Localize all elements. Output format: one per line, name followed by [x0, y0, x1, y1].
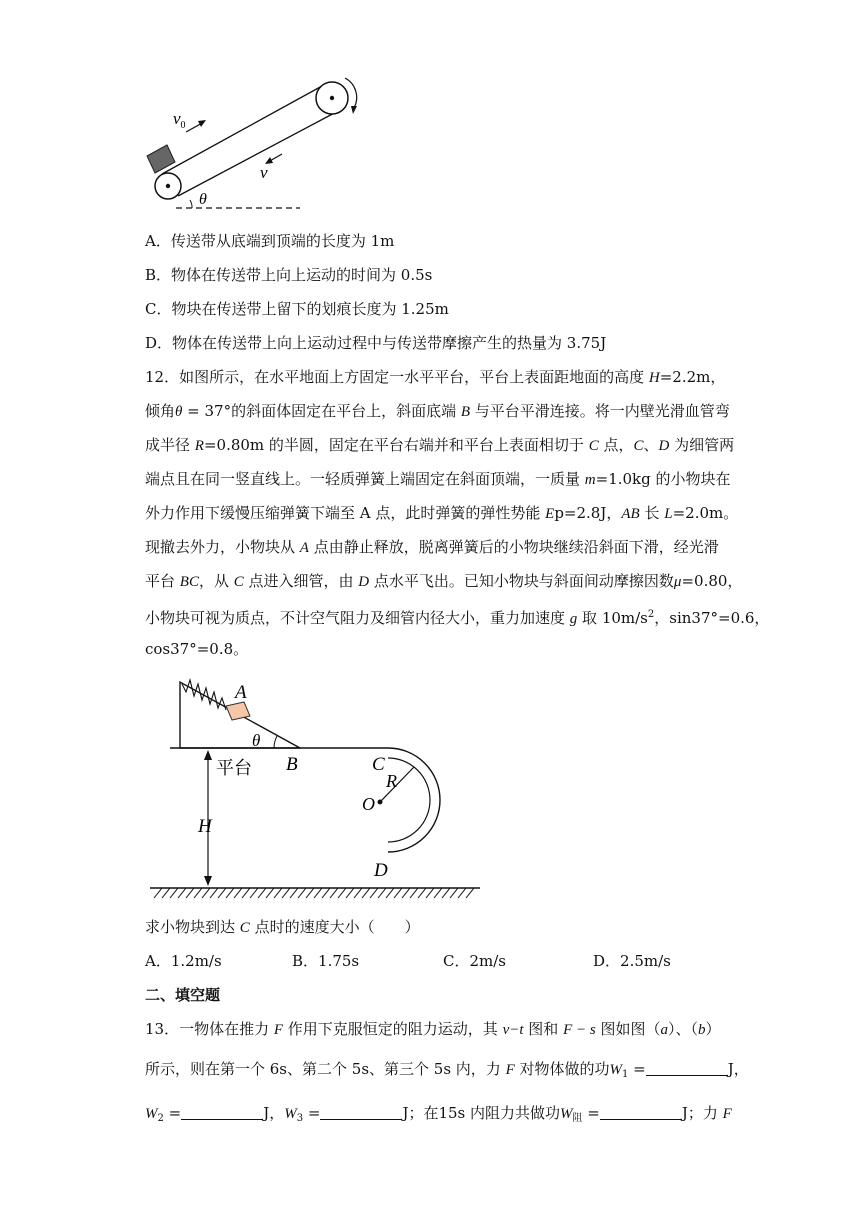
- v-label: v: [260, 163, 268, 182]
- q13-line-2: 所示，则在第一个 6s、第二个 5s、第三个 5s 内，力 F 对物体做的功$W_1 = J$，: [145, 1060, 749, 1080]
- label-d: D: [374, 860, 388, 881]
- incline-tube-figure: [140, 672, 490, 902]
- label-o: O: [362, 794, 375, 814]
- q12-question: 求小物块到达 C 点时的速度大小（ ）: [145, 918, 420, 936]
- answer-blank-w2[interactable]: [181, 1105, 263, 1120]
- q12-line-6: 现撤去外力，小物块从 A 点由静止释放，脱离弹簧后的小物块继续沿斜面下滑，经光滑: [145, 538, 719, 556]
- block-a: [226, 702, 250, 720]
- label-a: A: [235, 682, 247, 703]
- q12-option-c: C．2m/s: [443, 952, 506, 970]
- section-heading: 二、填空题: [145, 986, 221, 1004]
- q12-option-d: D．2.5m/s: [593, 952, 671, 970]
- q12-line-4: 端点且在同一竖直线上。一轻质弹簧上端固定在斜面顶端，一质量 m=1.0kg 的小物块在: [145, 470, 731, 488]
- q11-option-b: B．物体在传送带上向上运动的时间为 0.5s: [145, 266, 433, 284]
- q12-option-b: B．1.75s: [292, 952, 360, 970]
- q12-line-5: 外力作用下缓慢压缩弹簧下端至 A 点，此时弹簧的弹性势能 Ep=2.8J，AB 长 L=2.0m。: [145, 504, 739, 522]
- theta-label: θ: [199, 191, 207, 208]
- q12-option-a: A．1.2m/s: [145, 952, 222, 970]
- q11-option-c: C．物块在传送带上留下的划痕长度为 1.25m: [145, 300, 449, 318]
- q11-option-d: D．物体在传送带上向上运动过程中与传送带摩擦产生的热量为 3.75J: [145, 334, 607, 352]
- label-theta: θ: [252, 731, 261, 750]
- q11-option-a: A．传送带从底端到顶端的长度为 1m: [145, 232, 395, 250]
- answer-blank-w3[interactable]: [320, 1105, 402, 1120]
- label-b: B: [286, 754, 298, 775]
- label-c: C: [372, 754, 385, 775]
- v0-label: $v_0$: [173, 109, 186, 131]
- q12-line-3: 成半径 R=0.80m 的半圆，固定在平台右端并和平台上表面相切于 C 点，C、D 为细管两: [145, 436, 735, 454]
- q12-line-8: 小物块可视为质点，不计空气阻力及细管内径大小，重力加速度 g 取 $10m/s^2$，sin37°=0.6，: [145, 609, 770, 627]
- label-platform: 平台: [216, 758, 252, 778]
- answer-blank-wresist[interactable]: [600, 1105, 682, 1120]
- q12-line-1: 12．如图所示，在水平地面上方固定一水平平台，平台上表面距地面的高度 H=2.2m，: [145, 368, 726, 386]
- q12-line-9: cos37°=0.8。: [145, 640, 249, 658]
- q12-line-7: 平台 BC，从 C 点进入细管，由 D 点水平飞出。已知小物块与斜面间动摩擦因数μ=0.80，: [145, 572, 743, 590]
- q12-line-2: 倾角θ = 37°的斜面体固定在平台上，斜面底端 B 与平台平滑连接。将一内壁光滑血管弯: [145, 402, 730, 420]
- q13-line-1: 13．一物体在推力 F 作用下克服恒定的阻力运动，其 v−t 图和 F − s 图如图（a）、（b）: [145, 1020, 721, 1038]
- label-h: H: [198, 816, 212, 837]
- label-r: R: [386, 771, 397, 791]
- q13-line-3: $W_2 = J$，$W_3 = J$；在15s 内阻力共做功$W_阻 = J$；力 F: [145, 1104, 732, 1124]
- conveyor-belt-figure: [140, 70, 370, 215]
- answer-blank-w1[interactable]: [646, 1061, 728, 1076]
